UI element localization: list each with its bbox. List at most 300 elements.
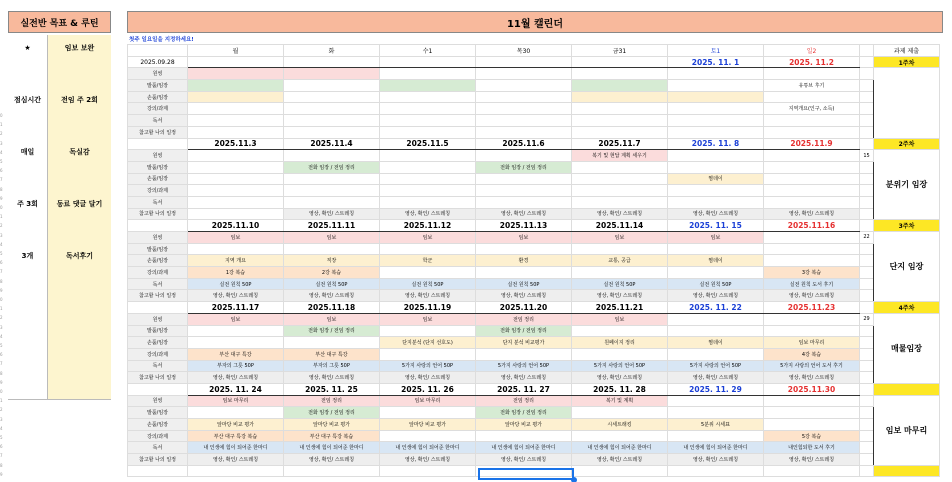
activity-cell[interactable]: 실전 원칙 50P — [572, 278, 668, 290]
activity-cell[interactable] — [476, 185, 572, 197]
week-tag[interactable]: 1주차 — [874, 56, 940, 68]
activity-cell[interactable]: 4강 복습 — [764, 348, 860, 360]
activity-cell[interactable]: 전임 정리 — [284, 395, 380, 407]
activity-cell[interactable] — [476, 150, 572, 162]
activity-cell[interactable] — [380, 126, 476, 138]
week-tag[interactable]: 3주차 — [874, 220, 940, 232]
routine-task[interactable] — [48, 269, 111, 295]
footer-cell[interactable] — [668, 465, 764, 477]
routine-task[interactable]: 전임 주 2회 — [48, 87, 111, 113]
calendar-title[interactable]: 11월 캘린더 — [127, 11, 943, 33]
activity-cell[interactable]: 영상, 확인/ 스트레칭 — [284, 290, 380, 302]
activity-cell[interactable] — [476, 267, 572, 279]
footer-cell[interactable] — [380, 465, 476, 477]
activity-cell[interactable] — [284, 173, 380, 185]
activity-cell[interactable] — [188, 80, 284, 92]
activity-cell[interactable] — [764, 185, 860, 197]
activity-cell[interactable] — [188, 208, 284, 220]
footer-cell[interactable] — [188, 465, 284, 477]
activity-cell[interactable]: 영상, 확인/ 스트레칭 — [476, 454, 572, 466]
activity-cell[interactable] — [188, 68, 284, 80]
activity-cell[interactable]: 영상, 확인/ 스트레칭 — [668, 372, 764, 384]
spacer-cell[interactable] — [860, 103, 874, 115]
routine-task[interactable] — [48, 321, 111, 347]
activity-cell[interactable] — [188, 325, 284, 337]
activity-cell[interactable] — [380, 80, 476, 92]
date-cell[interactable]: 2025.11.4 — [284, 138, 380, 150]
activity-cell[interactable]: 부산 대구 특강 복습 — [188, 430, 284, 442]
date-cell[interactable]: 2025. 11. 24 — [188, 383, 284, 395]
spacer-cell[interactable]: 22 — [860, 232, 874, 244]
activity-cell[interactable] — [380, 196, 476, 208]
date-cell[interactable]: 2025. 11. 1 — [668, 56, 764, 68]
week-tag[interactable]: 4주차 — [874, 302, 940, 314]
spacer-cell[interactable] — [860, 337, 874, 349]
activity-cell[interactable]: 전임 정리 — [476, 395, 572, 407]
activity-cell[interactable] — [572, 185, 668, 197]
date-cell[interactable]: 2025.11.11 — [284, 220, 380, 232]
date-label-blank[interactable] — [128, 138, 188, 150]
date-cell[interactable]: 2025.11.18 — [284, 302, 380, 314]
activity-cell[interactable] — [668, 185, 764, 197]
activity-cell[interactable] — [284, 80, 380, 92]
activity-cell[interactable]: 내 인생에 힘이 되어준 한마디 — [668, 442, 764, 454]
activity-cell[interactable]: 영상, 확인/ 스트레칭 — [380, 290, 476, 302]
activity-cell[interactable]: 지역 개요 — [188, 255, 284, 267]
spacer-cell[interactable] — [860, 442, 874, 454]
activity-cell[interactable] — [284, 91, 380, 103]
activity-cell[interactable] — [284, 68, 380, 80]
activity-cell[interactable]: 실전 원칙 50P — [668, 278, 764, 290]
activity-cell[interactable]: 실전 원칙 도서 후기 — [764, 278, 860, 290]
start-date-cell[interactable]: 2025.09.28 — [128, 56, 188, 68]
activity-cell[interactable]: 앞마당 비교 평가 — [188, 419, 284, 431]
activity-cell[interactable] — [284, 115, 380, 127]
activity-cell[interactable] — [764, 126, 860, 138]
activity-cell[interactable]: 내 인생에 힘이 되어준 한마디 — [572, 442, 668, 454]
routine-frequency[interactable]: 매일 — [8, 139, 48, 165]
activity-cell[interactable] — [572, 68, 668, 80]
date-cell[interactable] — [284, 56, 380, 68]
date-cell[interactable]: 2025. 11. 26 — [380, 383, 476, 395]
routine-frequency[interactable] — [8, 217, 48, 243]
spacer-cell[interactable] — [860, 91, 874, 103]
spacer-cell[interactable] — [860, 395, 874, 407]
spacer-cell[interactable] — [860, 360, 874, 372]
date-cell[interactable] — [188, 56, 284, 68]
spacer-cell[interactable] — [860, 407, 874, 419]
routine-frequency[interactable] — [8, 321, 48, 347]
activity-cell[interactable]: 임보 — [380, 313, 476, 325]
day-header[interactable]: 목30 — [476, 45, 572, 57]
activity-cell[interactable] — [668, 161, 764, 173]
date-cell[interactable]: 2025.11.21 — [572, 302, 668, 314]
date-cell[interactable]: 2025.11.7 — [572, 138, 668, 150]
activity-cell[interactable] — [476, 348, 572, 360]
date-cell[interactable]: 2025. 11. 29 — [668, 383, 764, 395]
activity-cell[interactable] — [668, 348, 764, 360]
activity-cell[interactable]: 내 인생에 힘이 되어준 한마디 — [476, 442, 572, 454]
footer-cell[interactable] — [128, 465, 188, 477]
activity-cell[interactable] — [764, 196, 860, 208]
activity-cell[interactable]: 앞마당 비교 평가 — [476, 419, 572, 431]
activity-cell[interactable] — [188, 126, 284, 138]
spacer-cell[interactable] — [860, 372, 874, 384]
date-cell[interactable]: 2025.11.10 — [188, 220, 284, 232]
footer-cell[interactable] — [284, 465, 380, 477]
date-cell[interactable]: 2025.11.17 — [188, 302, 284, 314]
activity-cell[interactable]: 5가지 사랑의 언어 50P — [380, 360, 476, 372]
activity-cell[interactable] — [380, 173, 476, 185]
activity-cell[interactable] — [764, 68, 860, 80]
routine-task[interactable] — [48, 165, 111, 191]
routine-frequency[interactable] — [8, 61, 48, 87]
day-header[interactable]: 화 — [284, 45, 380, 57]
activity-cell[interactable]: 영상, 확인/ 스트레칭 — [764, 372, 860, 384]
spacer-cell[interactable] — [860, 196, 874, 208]
activity-cell[interactable] — [188, 91, 284, 103]
activity-cell[interactable]: 영상, 확인/ 스트레칭 — [284, 454, 380, 466]
routine-task[interactable] — [48, 217, 111, 243]
routine-frequency[interactable] — [8, 295, 48, 321]
date-label-blank[interactable] — [128, 220, 188, 232]
activity-cell[interactable]: 찜데이 — [668, 173, 764, 185]
date-cell[interactable]: 2025. 11. 28 — [572, 383, 668, 395]
spacer-cell[interactable] — [860, 68, 874, 80]
activity-cell[interactable] — [188, 407, 284, 419]
activity-cell[interactable]: 내 인생에 힘이 되어준 한마디 — [284, 442, 380, 454]
day-header[interactable]: 수1 — [380, 45, 476, 57]
day-header[interactable]: 금31 — [572, 45, 668, 57]
activity-cell[interactable] — [380, 161, 476, 173]
activity-cell[interactable]: 영상, 확인/ 스트레칭 — [476, 208, 572, 220]
date-cell[interactable]: 2025.11.16 — [764, 220, 860, 232]
spacer-cell[interactable] — [860, 80, 874, 92]
day-header[interactable]: 토1 — [668, 45, 764, 57]
activity-cell[interactable] — [476, 196, 572, 208]
activity-cell[interactable]: 5가지 사랑의 언어 50P — [572, 360, 668, 372]
activity-cell[interactable] — [572, 91, 668, 103]
date-cell[interactable]: 2025.11.6 — [476, 138, 572, 150]
date-cell[interactable]: 2025. 11. 25 — [284, 383, 380, 395]
routine-frequency[interactable]: ★ — [8, 35, 48, 61]
activity-cell[interactable]: 전화 임장 / 전임 정리 — [284, 407, 380, 419]
spacer-cell[interactable] — [860, 278, 874, 290]
activity-cell[interactable]: 복기 및 현답 계획 세우기 — [572, 150, 668, 162]
activity-cell[interactable] — [476, 91, 572, 103]
activity-cell[interactable]: 임보 — [380, 232, 476, 244]
activity-cell[interactable] — [476, 103, 572, 115]
activity-cell[interactable]: 앞마당 비교 평가 — [284, 419, 380, 431]
activity-cell[interactable]: 내인힘되한 도서 후기 — [764, 442, 860, 454]
date-cell[interactable] — [476, 56, 572, 68]
routine-task[interactable]: 동료 댓글 달기 — [48, 191, 111, 217]
date-cell[interactable]: 2025.11.3 — [188, 138, 284, 150]
activity-cell[interactable] — [764, 407, 860, 419]
routine-frequency[interactable] — [8, 113, 48, 139]
activity-cell[interactable]: 영상, 확인/ 스트레칭 — [476, 372, 572, 384]
date-label-blank[interactable] — [128, 383, 188, 395]
activity-cell[interactable]: 내 인생에 힘이 되어준 한마디 — [380, 442, 476, 454]
activity-cell[interactable] — [380, 430, 476, 442]
activity-cell[interactable] — [668, 196, 764, 208]
routine-task[interactable]: 임보 보완 — [48, 35, 111, 61]
activity-cell[interactable] — [380, 103, 476, 115]
activity-cell[interactable]: 영상, 확인/ 스트레칭 — [668, 454, 764, 466]
activity-cell[interactable] — [188, 150, 284, 162]
activity-cell[interactable] — [284, 126, 380, 138]
activity-cell[interactable] — [572, 103, 668, 115]
activity-cell[interactable] — [284, 103, 380, 115]
routine-task[interactable] — [48, 347, 111, 373]
activity-cell[interactable]: 전화 임장 / 전임 정리 — [476, 407, 572, 419]
spacer-cell[interactable] — [860, 220, 874, 232]
activity-cell[interactable] — [284, 337, 380, 349]
activity-cell[interactable]: 영상, 확인/ 스트레칭 — [380, 372, 476, 384]
activity-cell[interactable] — [668, 103, 764, 115]
date-cell[interactable]: 2025.11.19 — [380, 302, 476, 314]
activity-cell[interactable] — [188, 161, 284, 173]
activity-cell[interactable]: 임보 — [572, 313, 668, 325]
activity-cell[interactable] — [764, 325, 860, 337]
routine-task[interactable]: 독서후기 — [48, 243, 111, 269]
spacer-cell[interactable] — [860, 255, 874, 267]
routine-task[interactable] — [48, 295, 111, 321]
activity-cell[interactable] — [380, 91, 476, 103]
activity-cell[interactable]: 부자의 그릇 50P — [284, 360, 380, 372]
day-header[interactable]: 일2 — [764, 45, 860, 57]
activity-cell[interactable]: 임보 마무리 — [764, 337, 860, 349]
activity-cell[interactable]: 앞마당 비교 평가 — [380, 419, 476, 431]
activity-cell[interactable] — [380, 407, 476, 419]
date-cell[interactable]: 2025.11.23 — [764, 302, 860, 314]
activity-cell[interactable] — [572, 348, 668, 360]
activity-cell[interactable] — [572, 196, 668, 208]
activity-cell[interactable] — [764, 313, 860, 325]
weekly-goal[interactable]: 임보 마무리 — [874, 395, 940, 465]
activity-cell[interactable] — [668, 430, 764, 442]
activity-cell[interactable]: 시세트래킹 — [572, 419, 668, 431]
activity-cell[interactable]: 직장 — [284, 255, 380, 267]
activity-cell[interactable]: 교통, 공급 — [572, 255, 668, 267]
activity-cell[interactable] — [668, 126, 764, 138]
activity-cell[interactable] — [764, 91, 860, 103]
activity-cell[interactable]: 영상, 확인/ 스트레칭 — [668, 208, 764, 220]
spacer-cell[interactable] — [860, 185, 874, 197]
activity-cell[interactable]: 유튜브 후기 — [764, 80, 860, 92]
activity-cell[interactable]: 영상, 확인/ 스트레칭 — [284, 208, 380, 220]
spacer-cell[interactable] — [860, 243, 874, 255]
activity-cell[interactable] — [668, 267, 764, 279]
activity-cell[interactable]: 5가지 사랑의 언어 도서 후기 — [764, 360, 860, 372]
footer-cell[interactable] — [860, 465, 874, 477]
header-blank[interactable] — [128, 45, 188, 57]
activity-cell[interactable]: 원페이지 정리 — [572, 337, 668, 349]
activity-cell[interactable] — [380, 68, 476, 80]
activity-cell[interactable] — [668, 243, 764, 255]
spacer-cell[interactable] — [860, 161, 874, 173]
routine-task[interactable] — [48, 113, 111, 139]
activity-cell[interactable] — [476, 243, 572, 255]
routine-frequency[interactable] — [8, 347, 48, 373]
routine-frequency[interactable] — [8, 269, 48, 295]
activity-cell[interactable]: 5가지 사랑의 언어 50P — [476, 360, 572, 372]
activity-cell[interactable] — [188, 173, 284, 185]
activity-cell[interactable] — [476, 430, 572, 442]
activity-cell[interactable] — [380, 325, 476, 337]
activity-cell[interactable] — [764, 173, 860, 185]
activity-cell[interactable] — [668, 313, 764, 325]
date-cell[interactable]: 2025.11.9 — [764, 138, 860, 150]
spacer-cell[interactable] — [860, 430, 874, 442]
activity-cell[interactable]: 영상, 확인/ 스트레칭 — [764, 208, 860, 220]
activity-cell[interactable]: 실전 원칙 50P — [188, 278, 284, 290]
activity-cell[interactable] — [188, 115, 284, 127]
activity-cell[interactable] — [572, 115, 668, 127]
activity-cell[interactable] — [764, 243, 860, 255]
spacer-cell[interactable] — [860, 267, 874, 279]
activity-cell[interactable]: 5가지 사랑의 언어 50P — [668, 360, 764, 372]
activity-cell[interactable] — [476, 173, 572, 185]
activity-cell[interactable] — [476, 80, 572, 92]
activity-cell[interactable]: 5분위 시세표 — [668, 419, 764, 431]
routine-frequency[interactable] — [8, 373, 48, 399]
activity-cell[interactable] — [572, 430, 668, 442]
spacer-cell[interactable]: 29 — [860, 313, 874, 325]
activity-cell[interactable] — [476, 68, 572, 80]
activity-cell[interactable] — [764, 232, 860, 244]
activity-cell[interactable]: 영상, 확인/ 스트레칭 — [380, 454, 476, 466]
activity-cell[interactable] — [380, 267, 476, 279]
activity-cell[interactable] — [284, 185, 380, 197]
date-cell[interactable]: 2025.11.30 — [764, 383, 860, 395]
activity-cell[interactable]: 5강 복습 — [764, 430, 860, 442]
activity-cell[interactable] — [188, 196, 284, 208]
weekly-goal[interactable]: 매물임장 — [874, 313, 940, 383]
activity-cell[interactable]: 부산 대구 특강 — [188, 348, 284, 360]
footer-cell[interactable] — [764, 465, 860, 477]
activity-cell[interactable]: 영상, 확인/ 스트레칭 — [668, 290, 764, 302]
activity-cell[interactable]: 찜데이 — [668, 255, 764, 267]
date-cell[interactable] — [572, 56, 668, 68]
spacer-cell[interactable] — [860, 290, 874, 302]
activity-cell[interactable] — [380, 150, 476, 162]
weekly-goal[interactable]: 단지 임장 — [874, 232, 940, 302]
activity-cell[interactable] — [572, 173, 668, 185]
selection-fill-handle[interactable] — [571, 477, 577, 482]
date-cell[interactable]: 2025.11.14 — [572, 220, 668, 232]
activity-cell[interactable]: 찜데이 — [668, 337, 764, 349]
date-cell[interactable]: 2025.11.5 — [380, 138, 476, 150]
activity-cell[interactable]: 영상, 확인/ 스트레칭 — [572, 208, 668, 220]
footer-week-tag[interactable] — [874, 465, 940, 477]
activity-cell[interactable] — [572, 161, 668, 173]
activity-cell[interactable] — [380, 348, 476, 360]
activity-cell[interactable] — [668, 80, 764, 92]
activity-cell[interactable] — [572, 325, 668, 337]
activity-cell[interactable]: 임보 — [668, 232, 764, 244]
activity-cell[interactable] — [380, 185, 476, 197]
spacer-cell[interactable] — [860, 325, 874, 337]
selected-cell[interactable] — [478, 468, 574, 480]
activity-cell[interactable]: 부자의 그릇 50P — [188, 360, 284, 372]
activity-cell[interactable]: 복기 및 계획 — [572, 395, 668, 407]
weekly-goal[interactable]: 분위기 임장 — [874, 150, 940, 220]
routine-frequency[interactable] — [8, 165, 48, 191]
routine-task[interactable]: 독실감 — [48, 139, 111, 165]
week-tag[interactable]: 2주차 — [874, 138, 940, 150]
activity-cell[interactable]: 지역개요(인구, 소득) — [764, 103, 860, 115]
activity-cell[interactable] — [764, 395, 860, 407]
activity-cell[interactable] — [476, 115, 572, 127]
activity-cell[interactable]: 영상, 확인/ 스트레칭 — [284, 372, 380, 384]
activity-cell[interactable]: 전화 임장 / 전임 정리 — [476, 325, 572, 337]
activity-cell[interactable] — [572, 243, 668, 255]
activity-cell[interactable]: 전임 정리 — [476, 313, 572, 325]
routine-frequency[interactable]: 점심시간 — [8, 87, 48, 113]
activity-cell[interactable] — [764, 419, 860, 431]
activity-cell[interactable]: 임보 — [284, 313, 380, 325]
activity-cell[interactable] — [764, 255, 860, 267]
activity-cell[interactable] — [668, 395, 764, 407]
spacer-cell[interactable] — [860, 173, 874, 185]
activity-cell[interactable] — [476, 126, 572, 138]
activity-cell[interactable]: 실전 원칙 50P — [476, 278, 572, 290]
spacer-cell[interactable] — [860, 126, 874, 138]
activity-cell[interactable]: 영상, 확인/ 스트레칭 — [764, 290, 860, 302]
activity-cell[interactable] — [668, 150, 764, 162]
routine-task[interactable] — [48, 373, 111, 399]
activity-cell[interactable] — [284, 196, 380, 208]
activity-cell[interactable] — [572, 407, 668, 419]
date-cell[interactable]: 2025.11.20 — [476, 302, 572, 314]
activity-cell[interactable]: 2강 복습 — [284, 267, 380, 279]
day-header[interactable]: 월 — [188, 45, 284, 57]
activity-cell[interactable]: 임보 — [476, 232, 572, 244]
activity-cell[interactable]: 영상, 확인/ 스트레칭 — [188, 372, 284, 384]
activity-cell[interactable]: 영상, 확인/ 스트레칭 — [572, 290, 668, 302]
activity-cell[interactable] — [668, 325, 764, 337]
activity-cell[interactable]: 임보 — [284, 232, 380, 244]
activity-cell[interactable]: 영상, 확인/ 스트레칭 — [572, 454, 668, 466]
activity-cell[interactable]: 실전 원칙 50P — [380, 278, 476, 290]
activity-cell[interactable] — [572, 80, 668, 92]
spacer-cell[interactable]: 15 — [860, 150, 874, 162]
activity-cell[interactable] — [668, 407, 764, 419]
activity-cell[interactable]: 학군 — [380, 255, 476, 267]
spacer-cell[interactable] — [860, 138, 874, 150]
activity-cell[interactable]: 부산 대구 특강 — [284, 348, 380, 360]
activity-cell[interactable]: 임보 마무리 — [188, 395, 284, 407]
spacer-cell[interactable] — [860, 115, 874, 127]
activity-cell[interactable] — [764, 150, 860, 162]
activity-cell[interactable]: 전화 임장 / 전임 정리 — [284, 325, 380, 337]
activity-cell[interactable]: 영상, 확인/ 스트레칭 — [764, 454, 860, 466]
date-cell[interactable]: 2025. 11. 22 — [668, 302, 764, 314]
activity-cell[interactable] — [188, 103, 284, 115]
routine-frequency[interactable]: 주 3회 — [8, 191, 48, 217]
activity-cell[interactable]: 전화 임장 / 전임 정리 — [476, 161, 572, 173]
spacer-cell[interactable] — [860, 45, 874, 57]
activity-cell[interactable]: 전화 임장 / 전임 정리 — [284, 161, 380, 173]
activity-cell[interactable] — [284, 150, 380, 162]
activity-cell[interactable]: 영상, 확인/ 스트레칭 — [476, 290, 572, 302]
activity-cell[interactable] — [284, 243, 380, 255]
activity-cell[interactable] — [572, 267, 668, 279]
date-cell[interactable]: 2025. 11. 15 — [668, 220, 764, 232]
spacer-cell[interactable] — [860, 208, 874, 220]
activity-cell[interactable] — [380, 243, 476, 255]
